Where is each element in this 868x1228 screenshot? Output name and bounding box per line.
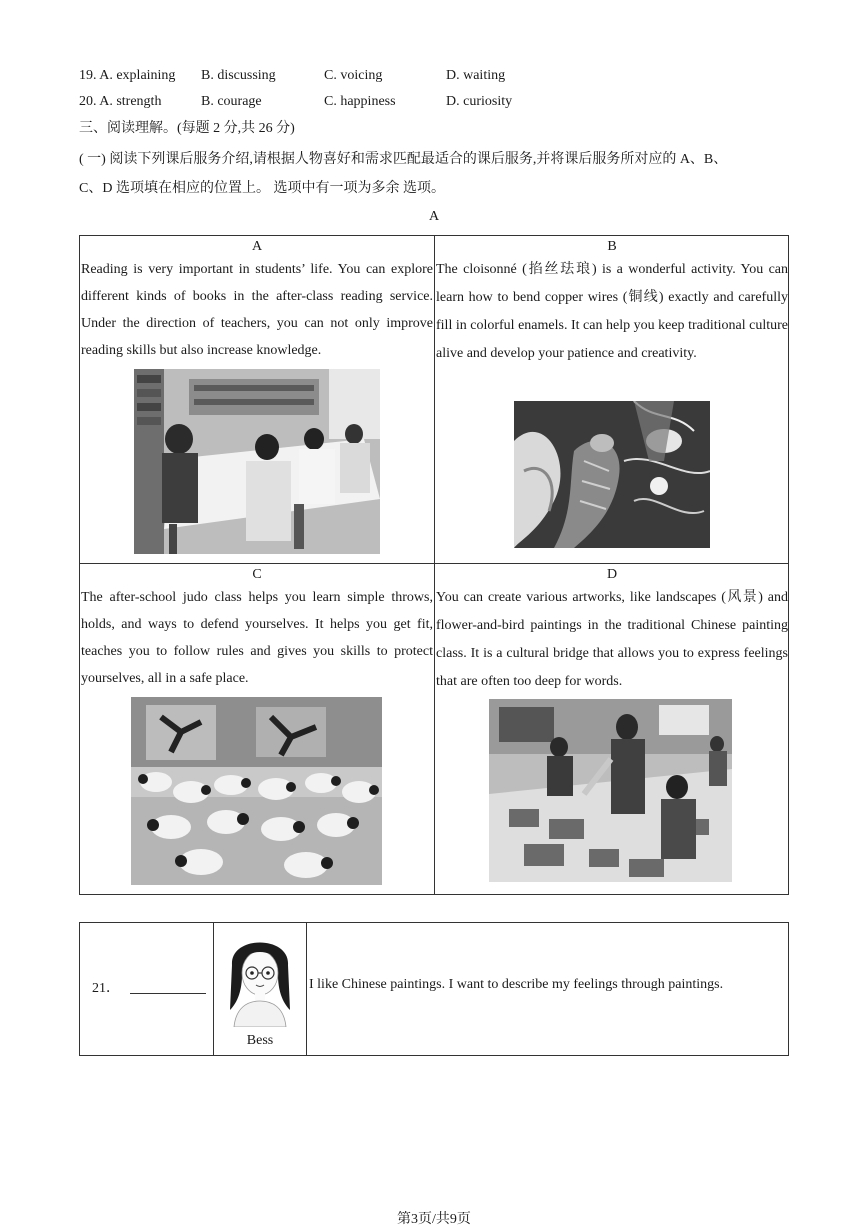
cell-text-a: Reading is very important in students’ life. You can explore different kinds of books in the after-class reading service. Under the direction of teachers, you can not only improve reading skills but also increase knowledge.: [81, 262, 433, 358]
cell-text-c: The after-school judo class helps you learn simple throws, holds, and ways to defend yourselves. It helps you get fit, teaches you to follow rules and gives you skills to protect yourselves, all in a safe place.: [81, 590, 433, 686]
option-20-b: B. courage: [201, 94, 262, 109]
cell-heading-d: D: [606, 567, 618, 582]
person-name: Bess: [246, 1033, 274, 1048]
page-footer: 第3页/共9页: [397, 1212, 471, 1227]
cell-text-b: The cloisonné (掐丝珐琅) is a wonderful activity. You can learn how to bend copper wires (铜线) exactly and carefully fill in colorful enamels. It can help you keep traditional culture alive and develop your patience and creativity.: [436, 262, 788, 361]
passage-label: A: [428, 209, 440, 224]
cell-heading-a: A: [251, 239, 263, 254]
option-19-c: C. voicing: [324, 68, 383, 83]
judo-class-photo: [131, 697, 382, 885]
option-19-d: D. waiting: [446, 68, 506, 83]
library-reading-photo: [134, 369, 380, 554]
bess-avatar: [220, 925, 300, 1027]
cloisonne-bird-photo: [514, 401, 710, 548]
painting-class-photo: [489, 699, 732, 882]
section-title: 三、阅读理解。(每题 2 分,共 26 分): [79, 121, 295, 136]
service-cell-a: [80, 236, 434, 563]
option-19-a: 19. A. explaining: [79, 68, 176, 83]
option-20-a: 20. A. strength: [79, 94, 162, 109]
option-19-b: B. discussing: [201, 68, 276, 83]
answer-blank[interactable]: [130, 979, 206, 994]
question-21-table: [79, 922, 789, 1056]
service-cell-d: [435, 564, 789, 895]
service-cell-b: [435, 236, 789, 563]
instructions-line-1: ( 一) 阅读下列课后服务介绍,请根据人物喜好和需求匹配最适合的课后服务,并将课后服务所对应的 A、B、: [79, 152, 728, 167]
option-20-c: C. happiness: [324, 94, 396, 109]
service-table: [79, 235, 789, 895]
option-20-d: D. curiosity: [446, 94, 513, 109]
person-statement: I like Chinese paintings. I want to describe my feelings through paintings.: [309, 977, 724, 992]
instructions-line-2: C、D 选项填在相应的位置上。 选项中有一项为多余 选项。: [79, 181, 445, 196]
service-cell-c: [80, 564, 434, 895]
question-number-label: 21．: [92, 981, 120, 996]
cell-heading-c: C: [252, 567, 262, 582]
question-number: [92, 977, 206, 997]
cell-text-d: You can create various artworks, like landscapes (风景) and flower-and-bird paintings in the traditional Chinese painting class. It is a cultural bridge that allows you to express feelings that are often too deep for words.: [436, 590, 788, 689]
cell-heading-b: B: [607, 239, 617, 254]
